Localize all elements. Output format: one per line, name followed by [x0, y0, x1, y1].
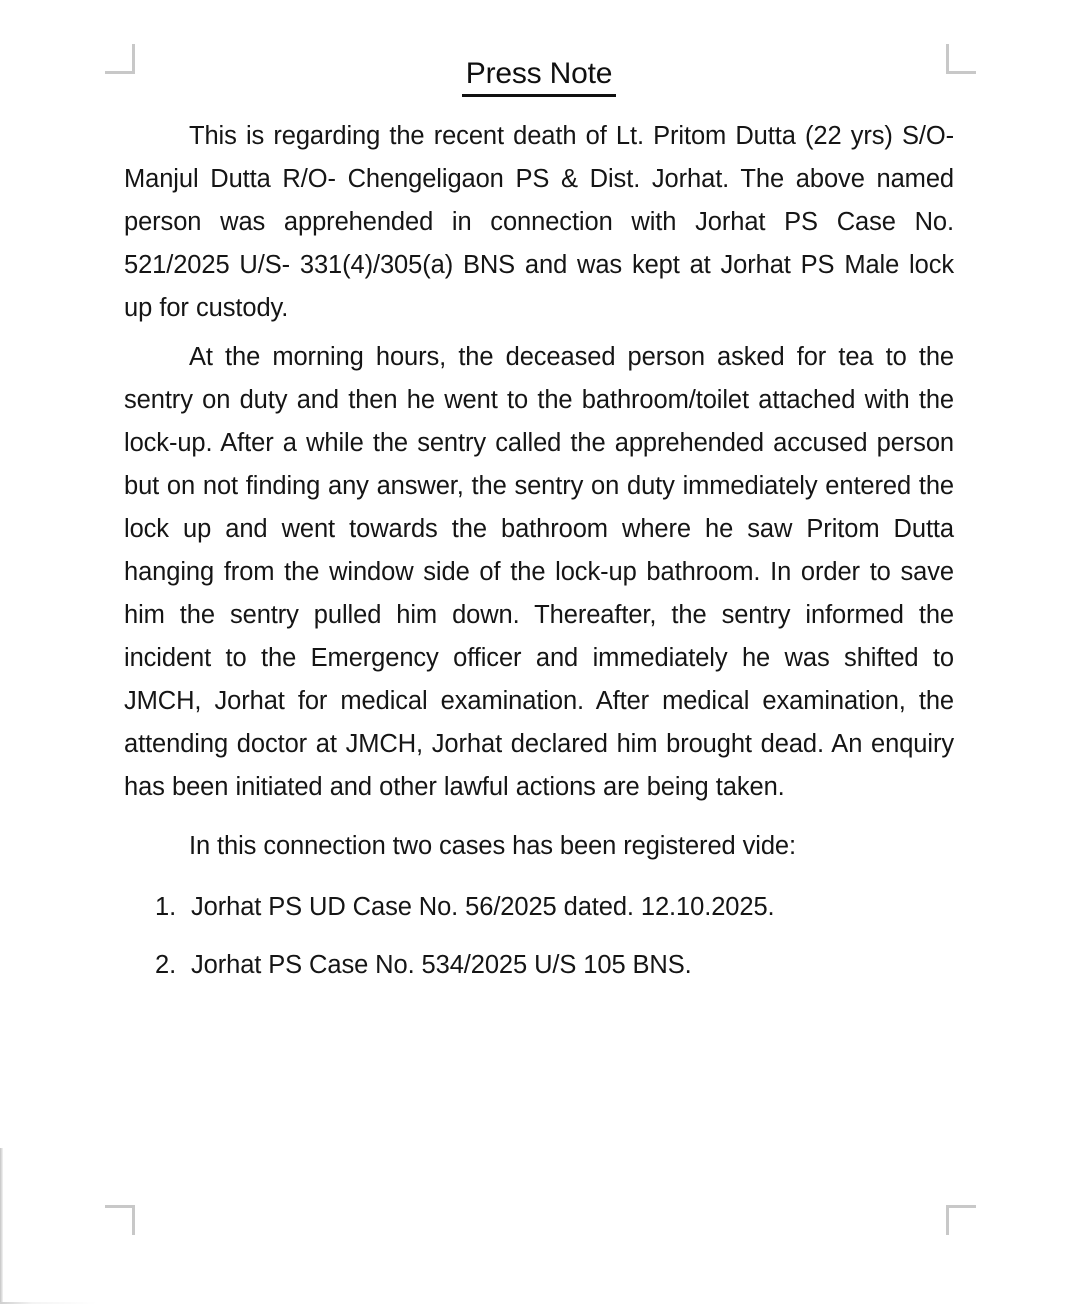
- list-item-marker: 1.: [155, 893, 177, 921]
- paragraph-2: At the morning hours, the deceased person asked for tea to the sentry on duty and then he went to the bathroom/toilet attached with the lock-up. After a while the sentry called the apprehended accused person but on not finding any answer, the sentry on duty immediately entered the lock up and went towards the bathroom where he saw Pritom Dutta hanging from the window side of the lock-up bathroom. In order to save him the sentry pulled him down. Thereafter, the sentry informed the incident to the Emergency officer and immediately he was shifted to JMCH, Jorhat for medical examination. After medical examination, the attending doctor at JMCH, Jorhat declared him brought dead. An enquiry has been initiated and other lawful actions are being taken.: [124, 343, 954, 801]
- scan-edge-artifact-left: [0, 1148, 3, 1304]
- document-body: [124, 56, 954, 1002]
- list-item: [124, 944, 954, 987]
- paragraph-1: This is regarding the recent death of Lt. Pritom Dutta (22 yrs) S/O- Manjul Dutta R/O- Chengeligaon PS & Dist. Jorhat. The above named person was apprehended in connection with Jorhat PS Case No. 521/2025 U/S- 331(4)/305(a) BNS and was kept at Jorhat PS Male lock up for custody.: [124, 122, 954, 322]
- list-item: [124, 886, 954, 929]
- list-item-marker: 2.: [155, 951, 177, 979]
- corner-crop-mark-bottom-left: [105, 1205, 135, 1235]
- list-item-label: Jorhat PS Case No. 534/2025 U/S 105 BNS.: [191, 951, 692, 979]
- corner-crop-mark-bottom-right: [946, 1205, 976, 1235]
- case-list: [124, 886, 954, 987]
- page-title: [124, 56, 954, 97]
- list-item-label: Jorhat PS UD Case No. 56/2025 dated. 12.10.2025.: [191, 893, 775, 921]
- case-list-intro: In this connection two cases has been registered vide:: [189, 832, 796, 860]
- page-title-text: Press Note: [462, 56, 616, 97]
